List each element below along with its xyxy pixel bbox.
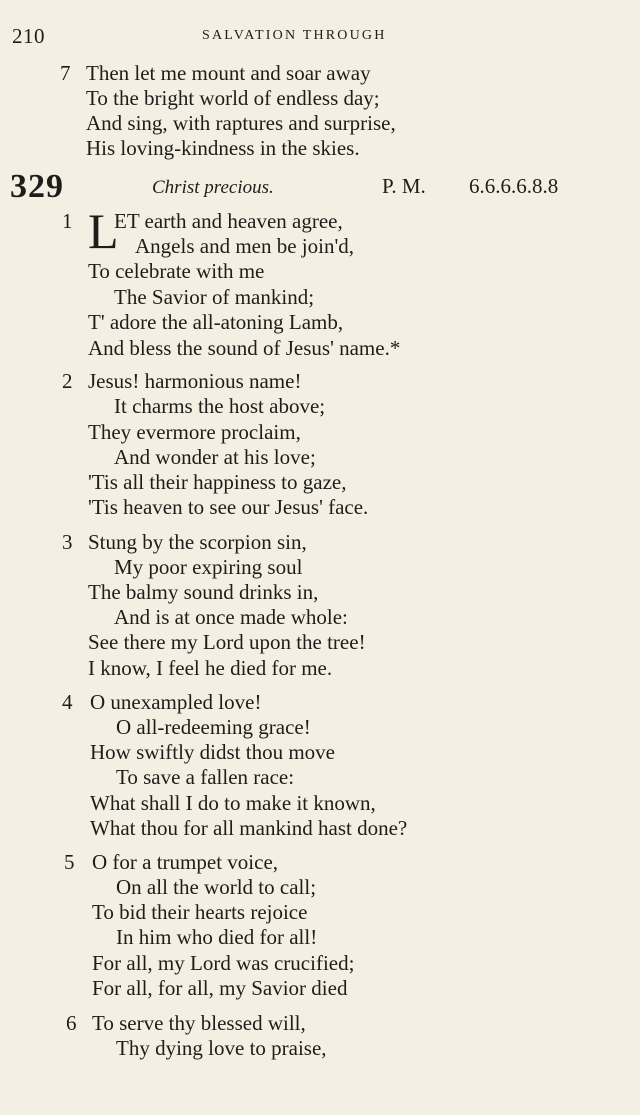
verse-line: They evermore proclaim, [88, 420, 301, 444]
page-header [12, 24, 612, 50]
verse-line: The Savior of mankind; [114, 285, 315, 309]
stanza-number: 7 [60, 61, 71, 85]
drop-cap: L [88, 203, 119, 259]
page-number: 210 [12, 24, 45, 48]
verse-line: O all-redeeming grace! [116, 715, 311, 739]
verse-line: T' adore the all-atoning Lamb, [88, 310, 344, 334]
stanza-number: 2 [62, 369, 73, 393]
hymn-metrics: 6.6.6.6.8.8 [469, 174, 559, 198]
hymn-heading [10, 170, 620, 204]
verse-line: The balmy sound drinks in, [88, 580, 319, 604]
verse-line: To save a fallen race: [116, 765, 295, 789]
verse-line: 'Tis heaven to see our Jesus' face. [88, 495, 369, 519]
stanza-number: 5 [64, 850, 75, 874]
verse-line: And bless the sound of Jesus' name.* [88, 336, 401, 360]
stanza-number: 6 [66, 1011, 77, 1035]
verse-line: My poor expiring soul [114, 555, 303, 579]
verse-line: What thou for all mankind hast done? [90, 816, 408, 840]
verse-line: 'Tis all their happiness to gaze, [88, 470, 347, 494]
verse-line: To the bright world of endless day; [86, 86, 380, 110]
verse-line: And is at once made whole: [114, 605, 348, 629]
verse-line: I know, I feel he died for me. [88, 656, 333, 680]
verse-line: What shall I do to make it known, [90, 791, 376, 815]
stanza-number: 3 [62, 530, 73, 554]
verse-line: And sing, with raptures and surprise, [86, 111, 396, 135]
verse-line: Thy dying love to praise, [116, 1036, 327, 1060]
verse-line: ET earth and heaven agree, [114, 209, 343, 233]
stanza-number: 4 [62, 690, 73, 714]
verse-line: Angels and men be join'd, [135, 234, 354, 258]
verse-line: For all, my Lord was crucified; [92, 951, 355, 975]
verse-line: O unexampled love! [90, 690, 262, 714]
verse-line: And wonder at his love; [114, 445, 316, 469]
verse-line: His loving-kindness in the skies. [86, 136, 360, 160]
verse-line: Stung by the scorpion sin, [88, 530, 307, 554]
hymn-meter: P. M. [382, 174, 426, 198]
verse-line: In him who died for all! [116, 925, 318, 949]
verse-line: Jesus! harmonious name! [88, 369, 302, 393]
verse-line: O for a trumpet voice, [92, 850, 279, 874]
verse-line: It charms the host above; [114, 394, 326, 418]
verse-line: To bid their hearts rejoice [92, 900, 308, 924]
hymn-title: Christ precious. [152, 177, 274, 198]
verse-line: Then let me mount and soar away [86, 61, 371, 85]
verse-line: To serve thy blessed will, [92, 1011, 306, 1035]
verse-line: How swiftly didst thou move [90, 740, 335, 764]
verse-line: For all, for all, my Savior died [92, 976, 348, 1000]
running-head: SALVATION THROUGH [202, 28, 387, 43]
verse-line: See there my Lord upon the tree! [88, 630, 366, 654]
hymn-number: 329 [10, 168, 64, 205]
verse-line: To celebrate with me [88, 259, 265, 283]
stanza-number: 1 [62, 209, 73, 233]
verse-line: On all the world to call; [116, 875, 317, 899]
